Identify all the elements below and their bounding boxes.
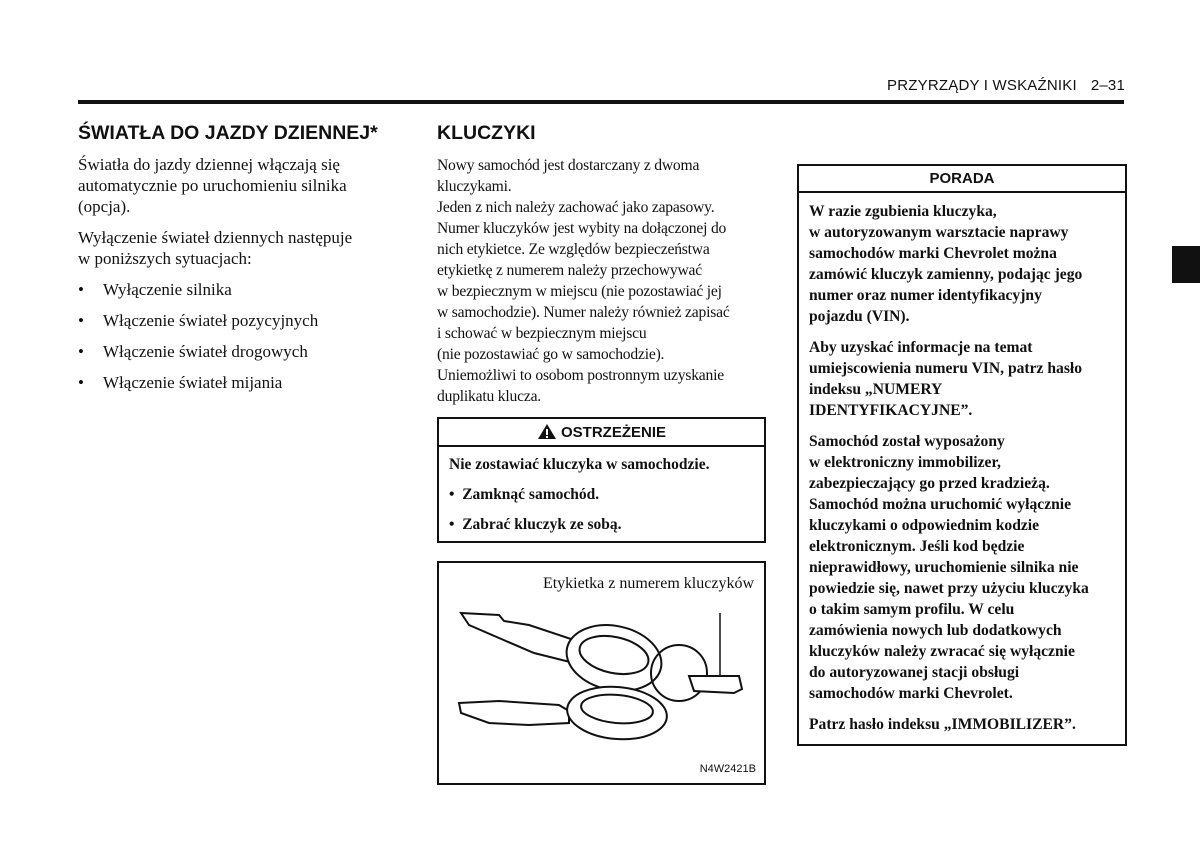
text-line: (opcja). [78,197,131,216]
text-line: umiejscowienia numeru VIN, patrz hasło [809,360,1083,377]
text-line: nieprawidłowy, uruchomienie silnika nie [809,559,1079,576]
text-line: w autoryzowanym warsztacie naprawy [809,224,1069,241]
warning-text: Nie zostawiać kluczyka w samochodzie. [449,456,710,473]
text-line: Uniemożliwi to osobom postronnym uzyskanie [437,367,724,384]
text-line: w samochodzie). Numer należy również zapisać [437,304,730,321]
drl-paragraph-2 [78,227,408,269]
text-line: kluczykami. [437,178,512,195]
text-line: powiedzie się, nawet przy użyciu kluczyka [809,580,1089,597]
section-title: PRZYRZĄDY I WSKAŹNIKI [887,77,1077,94]
figure-caption: Etykietka z numerem kluczyków [542,575,754,592]
warning-title: OSTRZEŻENIE [560,424,666,441]
keys-paragraph [437,155,767,407]
text-line: Patrz hasło indeksu „IMMOBILIZER”. [809,716,1076,733]
text-line: Nowy samochód jest dostarczany z dwoma [437,157,700,174]
tip-paragraph-4 [809,714,1115,735]
text-line: zamówić kluczyk zamienny, podając jego [809,266,1083,283]
text-line: Światła do jazdy dziennej włączają się [78,155,340,174]
text-line: zamówienia nowych lub dodatkowych [809,622,1062,639]
text-line: kluczyków należy zwracać się wyłącznie [809,643,1075,660]
warning-bullet-text: Zamknąć samochód. [462,486,600,503]
text-line: samochodów marki Chevrolet można [809,245,1057,262]
text-line: pojazdu (VIN). [809,308,910,325]
page-number: 2–31 [1090,77,1125,94]
figure-code: N4W2421B [699,763,756,775]
text-line: w bezpiecznym w miejscu (nie pozostawiać jej [437,283,722,300]
tip-paragraph-2 [809,337,1115,421]
header-rule [78,100,1124,104]
drl-bullet: • Włączenie świateł pozycyjnych [78,310,408,331]
text-line: Aby uzyskać informacje na temat [809,339,1033,356]
drl-bullet: • Wyłączenie silnika [78,279,408,300]
text-line: w elektroniczny immobilizer, [809,454,1001,471]
drl-bullet: • Włączenie świateł mijania [78,372,408,393]
text-line: (nie pozostawiać go w samochodzie). [437,346,665,363]
warning-triangle-icon [537,423,557,440]
text-line: samochodów marki Chevrolet. [809,685,1013,702]
chapter-tab-marker [1172,246,1200,283]
text-line: automatycznie po uruchomieniu silnika [78,176,347,195]
keys-figure [437,561,766,785]
warning-box [437,417,766,543]
text-line: Wyłączenie świateł dziennych następuje [78,228,353,247]
text-line: duplikatu klucza. [437,388,541,405]
text-line: o takim samym profilu. W celu [809,601,1015,618]
text-line: W razie zgubienia kluczyka, [809,203,997,220]
text-line: i schować w bezpiecznym miejscu [437,325,647,342]
drl-paragraph-1 [78,154,408,217]
text-line: etykietkę z numerem należy przechowywać [437,262,702,279]
text-line: Jeden z nich należy zachować jako zapasowy. [437,199,715,216]
text-line: IDENTYFIKACYJNE”. [809,402,973,419]
text-line: Samochód można uruchomić wyłącznie [809,496,1072,513]
tip-paragraph-1 [809,201,1115,327]
text-line: elektronicznym. Jeśli kod będzie [809,538,1025,555]
warning-bullet: • Zamknąć samochód. [449,486,600,503]
text-line: Numer kluczyków jest wybity na dołączonej do [437,220,727,237]
running-header [873,77,1125,94]
keys-illustration [439,563,764,783]
tip-title: PORADA [799,166,1125,193]
drl-heading: ŚWIATŁA DO JAZDY DZIENNEJ* [78,122,378,144]
text-line: zabezpieczający go przed kradzieżą. [809,475,1050,492]
text-line: indeksu „NUMERY [809,381,943,398]
text-line: kluczykami o odpowiednim kodzie [809,517,1040,534]
text-line: w poniższych sytuacjach: [78,249,252,268]
tip-box [797,164,1127,746]
warning-bullet-text: Zabrać kluczyk ze sobą. [462,516,622,533]
keys-heading: KLUCZYKI [437,122,536,144]
text-line: Samochód został wyposażony [809,433,1005,450]
text-line: numer oraz numer identyfikacyjny [809,287,1042,304]
tip-paragraph-3 [809,431,1115,704]
drl-bullet: • Włączenie świateł drogowych [78,341,408,362]
drl-section [78,154,408,403]
text-line: do autoryzowanej stacji obsługi [809,664,1020,681]
text-line: nich etykietce. Ze względów bezpieczeństwa [437,241,710,258]
warning-bullet: • Zabrać kluczyk ze sobą. [449,516,622,533]
warning-header [439,419,764,447]
